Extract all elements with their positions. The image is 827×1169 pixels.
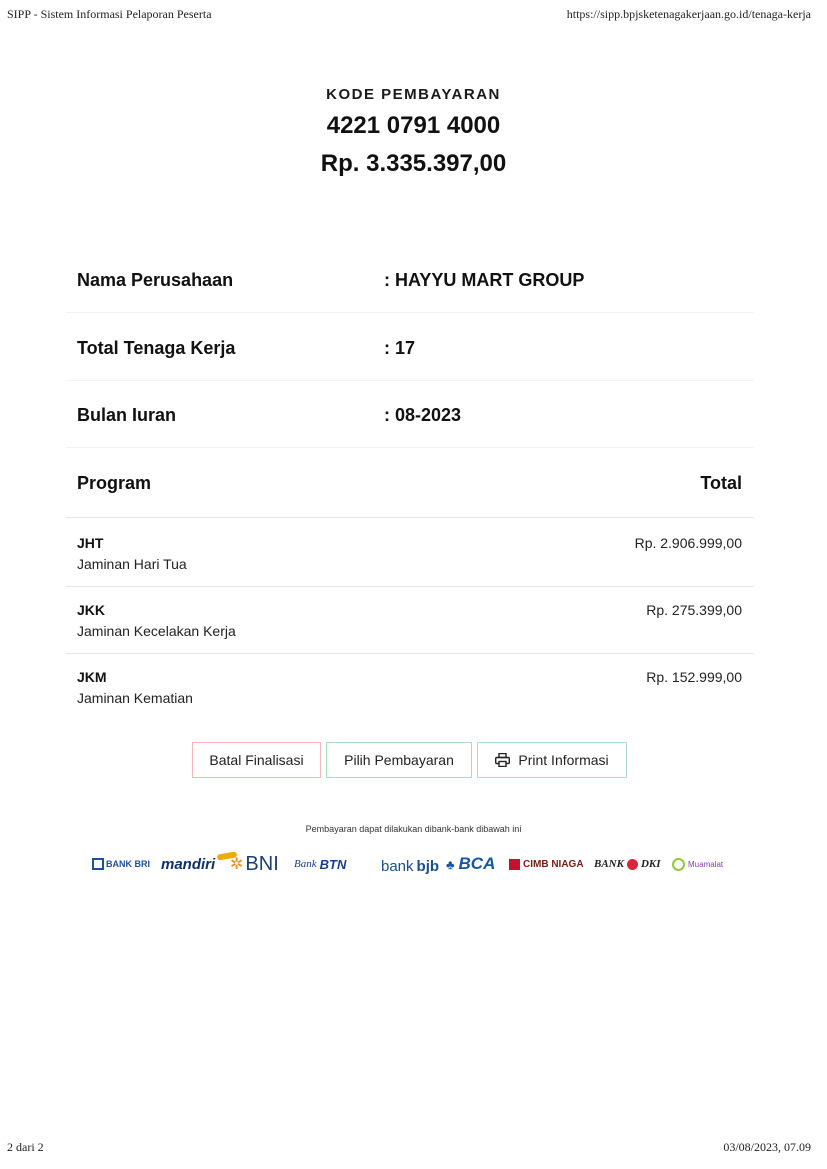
payment-amount: Rp. 3.335.397,00 bbox=[320, 150, 507, 177]
bank-btn-name: BTN bbox=[319, 856, 347, 872]
program-header-label: Program bbox=[77, 473, 152, 493]
bank-cimb-logo bbox=[509, 850, 584, 878]
program-table-header bbox=[77, 473, 742, 494]
bank-muamalat-logo bbox=[672, 850, 723, 878]
batal-finalisasi-button[interactable]: Batal Finalisasi bbox=[192, 742, 321, 778]
payment-code-label: KODE PEMBAYARAN bbox=[326, 86, 501, 103]
total-header-label: Total bbox=[700, 473, 742, 493]
month-value: : 08-2023 bbox=[384, 405, 462, 425]
bank-bni-name: BNI bbox=[245, 852, 279, 875]
month-row bbox=[77, 405, 757, 429]
program-name: Jaminan Kematian bbox=[77, 690, 193, 706]
table-header-divider bbox=[66, 517, 754, 518]
bank-mandiri-logo bbox=[161, 850, 237, 878]
month-label: Bulan Iuran bbox=[77, 405, 177, 425]
divider bbox=[66, 380, 754, 381]
program-amount: Rp. 2.906.999,00 bbox=[634, 535, 742, 551]
bank-bni-logo bbox=[230, 850, 279, 878]
row-divider bbox=[66, 586, 754, 587]
bank-note: Pembayaran dapat dilakukan dibank-bank dibawah ini bbox=[305, 824, 522, 834]
bank-dki-prefix: BANK bbox=[594, 858, 624, 870]
table-row bbox=[77, 535, 742, 579]
program-code: JKK bbox=[77, 602, 106, 618]
workers-value: : 17 bbox=[384, 338, 416, 358]
table-row bbox=[77, 669, 742, 713]
program-amount: Rp. 152.999,00 bbox=[646, 669, 742, 685]
bank-mandiri-name: mandiri bbox=[161, 855, 216, 873]
company-label: Nama Perusahaan bbox=[77, 270, 234, 290]
bank-btn-logo bbox=[294, 850, 346, 878]
bank-muamalat-name: Muamalat bbox=[688, 859, 724, 869]
print-page-title: SIPP - Sistem Informasi Pelaporan Peserta bbox=[7, 7, 212, 21]
dki-mark-icon bbox=[627, 859, 638, 870]
bank-bca-name: BCA bbox=[458, 854, 496, 873]
program-amount: Rp. 275.399,00 bbox=[646, 602, 742, 618]
workers-label: Total Tenaga Kerja bbox=[77, 338, 236, 358]
program-name: Jaminan Hari Tua bbox=[77, 556, 187, 572]
bank-bri-logo bbox=[92, 850, 150, 878]
program-code: JKM bbox=[77, 669, 107, 685]
company-row bbox=[77, 270, 757, 294]
print-page-number: 2 dari 2 bbox=[7, 1140, 44, 1154]
printer-icon bbox=[495, 753, 510, 767]
bank-bjb-name: bjb bbox=[416, 857, 440, 875]
bca-mark-icon: ♣ bbox=[446, 856, 455, 872]
company-value: : HAYYU MART GROUP bbox=[384, 270, 585, 290]
pilih-pembayaran-button[interactable]: Pilih Pembayaran bbox=[326, 742, 472, 778]
bank-bjb-logo bbox=[381, 852, 439, 880]
program-name: Jaminan Kecelakan Kerja bbox=[77, 623, 236, 639]
print-datetime: 03/08/2023, 07.09 bbox=[723, 1140, 811, 1154]
bank-cimb-name: CIMB NIAGA bbox=[523, 858, 584, 870]
bank-logos bbox=[0, 850, 827, 880]
bank-btn-prefix: Bank bbox=[294, 858, 317, 870]
row-divider bbox=[66, 653, 754, 654]
bni-mark-icon: ✲ bbox=[230, 856, 244, 873]
bank-dki-logo bbox=[594, 850, 661, 878]
payment-code-block bbox=[0, 86, 827, 178]
program-code: JHT bbox=[77, 535, 104, 551]
bank-bjb-prefix: bank bbox=[381, 857, 414, 875]
muamalat-mark-icon bbox=[672, 858, 685, 871]
bank-bca-logo bbox=[446, 850, 495, 878]
print-header bbox=[0, 7, 827, 25]
divider bbox=[66, 312, 754, 313]
bank-dki-name: DKI bbox=[640, 858, 661, 870]
print-footer bbox=[0, 1140, 827, 1158]
bri-mark-icon bbox=[92, 858, 104, 870]
workers-row bbox=[77, 338, 757, 362]
bank-bri-name: BANK BRI bbox=[106, 859, 150, 869]
cimb-mark-icon bbox=[509, 859, 520, 870]
divider bbox=[66, 447, 754, 448]
print-informasi-label: Print Informasi bbox=[518, 752, 609, 768]
print-informasi-button[interactable] bbox=[477, 742, 627, 778]
payment-code-number: 4221 0791 4000 bbox=[326, 112, 501, 139]
print-page-url: https://sipp.bpjsketenagakerjaan.go.id/tenaga-kerja bbox=[566, 7, 811, 21]
table-row bbox=[77, 602, 742, 646]
